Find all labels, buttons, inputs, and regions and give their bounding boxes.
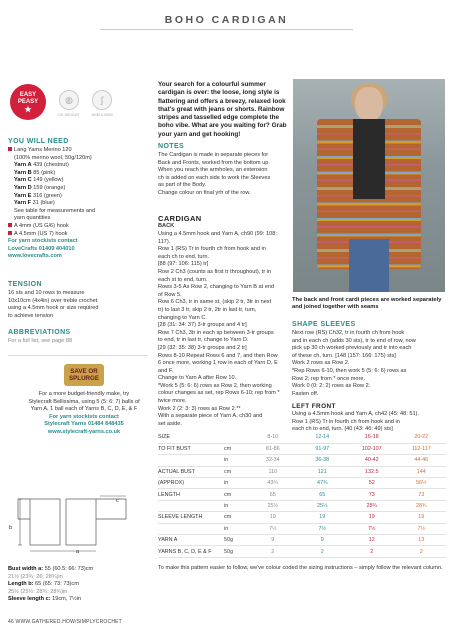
row-unit: cm (224, 466, 248, 477)
yarn-item-f: Yarn F 31 (blue) (14, 200, 55, 207)
yarn-line: Lang Yarns Merino 120 (8, 147, 148, 155)
size-cell: 91-97 (298, 443, 348, 454)
right-sleeve-outline (96, 499, 126, 519)
page-footer: 46 WWW.GATHERED.HOW/SIMPLYCROCHET (8, 619, 122, 625)
row-label: SLEEVE LENGTH (158, 512, 224, 523)
row-unit: cm (224, 489, 248, 500)
size-table (158, 432, 446, 558)
measurements-list: Bust width a: 55 (60.5: 66: 73)cm 21½ (23¾: 26: 28¾)in Length b: 65 (65: 73: 73)cm 25½ (25½: 28¾: 28¾)in Sleeve length c: 19cm, 7½in (8, 566, 94, 603)
size-cell: 7½ (248, 523, 298, 534)
row-unit: in (224, 478, 248, 489)
size-cell: 12 (347, 535, 397, 546)
size-cell: 8-10 (248, 432, 298, 443)
abbreviations-text: For a full list, see page 88 (8, 338, 73, 344)
table-row (158, 443, 446, 454)
model-jeans (349, 239, 389, 292)
yarn-detail: (100% merino wool, 50g/120m) (14, 154, 92, 161)
table-row (158, 478, 446, 489)
table-row (158, 512, 446, 523)
yarn-item-e: Yarn E 316 (green) (14, 192, 62, 199)
table-row (158, 546, 446, 557)
size-cell: 112-117 (397, 443, 447, 454)
size-cell: 7½ (347, 523, 397, 534)
size-cell: 132.5 (347, 466, 397, 477)
size-cell: 13 (397, 535, 447, 546)
save-splurge-text: For a more budget-friendly make, try Stylecraft Bellissima, using 5 (5: 6: 7) balls of Yarn A, 1 ball each of Yarns B, C, D, E, & F For yarn stockists contact Stylecraft Yarns 01484 848435 www.stylecraft-yarns.co.uk (8, 391, 160, 437)
row-label: (APPROX) (158, 478, 224, 489)
size-cell: 16-18 (347, 432, 397, 443)
row-label: SIZE (158, 432, 224, 443)
size-cell: 2 (347, 546, 397, 557)
yarn-item-b: Yarn B 85 (pink) (14, 169, 56, 176)
size-cell: 52 (347, 478, 397, 489)
row-label (158, 455, 224, 466)
table-row (158, 489, 446, 500)
size-cell: 36-38 (298, 455, 348, 466)
table-row (158, 432, 446, 443)
table-row (158, 523, 446, 534)
title-underline (100, 29, 353, 30)
hook-icon: ʃ (92, 90, 112, 110)
row-unit: in (224, 455, 248, 466)
stockist-link[interactable]: www.lovecrafts.com (8, 253, 62, 260)
stockist-line-1: For yarn stockists contact (8, 238, 78, 245)
notes-heading: NOTES (158, 143, 185, 150)
row-unit: cm (224, 443, 248, 454)
row-label: ACTUAL BUST (158, 466, 224, 477)
size-cell: 12-14 (298, 432, 348, 443)
tension-text: 16 sts and 10 rows to measure 10x10cm (4x4in) over treble crochet using a 4.5mm hook or size required to achieve tension (8, 290, 99, 319)
size-cell: 20-22 (397, 432, 447, 443)
size-cell: 28¾ (397, 500, 447, 511)
size-cell: 40-42 (347, 455, 397, 466)
row-label: TO FIT BUST (158, 443, 224, 454)
table-row (158, 466, 446, 477)
size-cell: 65 (298, 489, 348, 500)
size-cell: 9 (248, 535, 298, 546)
yarn-item-c: Yarn C 149 (yellow) (14, 177, 64, 184)
table-note: See table for measurements and (14, 207, 96, 214)
row-unit: in (224, 500, 248, 511)
cardigan-instructions: Using a 4.5mm hook and Yarn A, ch90 (99: 108: 117). Row 1 (RS) Tr in fourth ch from hook and in each ch to end, turn. [88 (97: 106: 115) tr] Row 2 Ch3 (counts as first tr throughout), tr in each st to end, turn. Rows 3-5 As Row 2, changing to Yarn B at end of Row 5. Row 6 Ch3, tr in same st, (skip 2 tr, 3tr in next tr) to last 3 tr, skip 2 tr, 2tr in last tr, turn, changing to Yarn C. [28 (31: 34: 37) 3-tr groups and 4 tr] Row 7 Ch3, 3tr in each sp between 3-tr groups to end, tr in last tr, change to Yarn D. [29 (32: 35: 38) 3-tr groups and 2 tr] Rows 8-10 Repeat Rows 6 and 7, and then Row 6 once more, working 1 row in each of Yarn D, E and F. Change to Yarn A after Row 10. *Work 5 (5: 6: 6) rows as Row 2, then working colour changes as set, rep Rows 6-10; rep from * twice more. Work 2 (2: 3: 3) rows as Row 2.** With a separate piece of Yarn A, ch30 and set aside. (158, 231, 280, 427)
badge-easy-text: EASY (19, 92, 37, 98)
shape-sleeves-heading: SHAPE SLEEVES (292, 321, 356, 328)
row-unit: cm (224, 512, 248, 523)
size-cell: 7½ (298, 523, 348, 534)
intro-text: Your search for a colourful summer cardigan is over: the loose, long style is flattering and offers a breezy, relaxed look that's great with jeans or shorts. Rainbow stripes and tasselled edge complete the boho vibe. What are you waiting for? Grab your yarn and get hooking! (158, 81, 287, 138)
table-row (158, 455, 446, 466)
shape-sleeves-instructions: Next row (RS) Ch32, tr in fourth ch from hook and in each ch (adds 30 sts), tr to end of row, now pick up 30 ch worked previously and tr into each of these ch, turn. [148 (157: 166: 175) sts] Work 2 rows as Row 2. *Rep Rows 6-10, then work 5 (5: 6: 6) rows as Row 2; rep from * once more. Work 0 (0: 2: 2) rows as Row 2. Fasten off. (292, 330, 416, 397)
size-cell: 43¼ (248, 478, 298, 489)
bullet-square-icon (8, 231, 12, 235)
cardigan-heading: CARDIGAN (158, 214, 202, 223)
size-cell: 73 (397, 489, 447, 500)
row-unit: in (224, 523, 248, 534)
size-cell: 110 (248, 466, 298, 477)
size-cell: 73 (347, 489, 397, 500)
table-row (158, 535, 446, 546)
stockist-line-2: LoveCrafts 01409 404010 (8, 245, 75, 252)
size-cell: 2 (397, 546, 447, 557)
badge-peasy-text: PEASY (17, 99, 39, 105)
stylecraft-link[interactable]: www.stylecraft-yarns.co.uk (47, 428, 121, 435)
page-title: BOHO CARDIGAN (164, 14, 289, 26)
size-cell: 102-107 (347, 443, 397, 454)
size-cell: 19 (298, 512, 348, 523)
hook-item-1: A 4mm (US G/6) hook (8, 223, 148, 231)
bullet-square-icon (8, 223, 12, 227)
row-unit (224, 432, 248, 443)
tension-heading: TENSION (8, 281, 42, 288)
diagram-label-c: c (116, 498, 119, 504)
size-cell: 121 (298, 466, 348, 477)
star-icon: ★ (24, 105, 32, 114)
size-cell: 25½ (298, 500, 348, 511)
table-note-2: yarn quantities (14, 215, 51, 222)
row-label (158, 523, 224, 534)
row-label: LENGTH (158, 489, 224, 500)
model-face (355, 87, 383, 121)
cardigan-photo (293, 79, 445, 292)
size-cell: 9 (298, 535, 348, 546)
yarn-item-d: Yarn D 159 (orange) (14, 184, 66, 191)
yarn-weight-label: DK WEIGHT (58, 113, 80, 117)
size-cell: 44-46 (397, 455, 447, 466)
row-label (158, 500, 224, 511)
row-label: YARN A (158, 535, 224, 546)
size-cell: 32-34 (248, 455, 298, 466)
you-will-need-list (8, 147, 148, 261)
you-will-need-heading: YOU WILL NEED (8, 138, 69, 145)
size-cell: 65 (248, 489, 298, 500)
size-cell: 81-86 (248, 443, 298, 454)
size-cell: 56½ (397, 478, 447, 489)
size-cell: 19 (347, 512, 397, 523)
yarn-weight-icon: ◍ (59, 90, 79, 110)
diagram-label-b: b (9, 525, 13, 531)
abbreviations-heading: ABBREVIATIONS (8, 329, 71, 336)
save-or-splurge-badge: SAVE OR SPLURGE (64, 364, 104, 386)
left-front-heading: LEFT FRONT (292, 403, 336, 410)
size-table-note: To make this pattern easier to follow, we've colour coded the sizing instructions – simply follow the relevant column. (158, 565, 443, 571)
size-cell: 2 (298, 546, 348, 557)
back-subheading: BACK (158, 223, 175, 229)
photo-caption: The back and front cardi pieces are worked separately and joined together with seams (292, 297, 442, 311)
left-front-panel (30, 499, 60, 545)
table-row (158, 500, 446, 511)
size-cell: 19 (397, 512, 447, 523)
size-cell: 2 (248, 546, 298, 557)
size-cell: 25½ (248, 500, 298, 511)
hook-item-2: A 4.5mm (US 7) hook (8, 231, 148, 239)
row-unit: 50g (224, 546, 248, 557)
row-unit: 50g (224, 535, 248, 546)
bullet-square-icon (8, 147, 12, 151)
size-cell: 28¾ (347, 500, 397, 511)
notes-text: The Cardigan is made in separate pieces for Back and Fronts, worked from the bottom up. When you reach the armholes, an extension ch is added on each side to work the Sleeves as part of the Body. Change colour on final yrh of the row. (158, 152, 271, 196)
section-divider (8, 355, 148, 356)
right-front-panel (66, 499, 96, 545)
size-cell: 7½ (397, 523, 447, 534)
left-front-instructions: Using a 4.5mm hook and Yarn A, ch42 (45: 48: 51). Row 1 (RS) Tr in fourth ch from hook and in each ch to end, turn. [40 (43: 46: 49) sts] (292, 411, 419, 433)
model-top (353, 119, 385, 199)
diagram-label-a: a (76, 549, 80, 555)
yarn-item-a: Yarn A 439 (chestnut) (14, 162, 69, 169)
size-cell: 47¾ (298, 478, 348, 489)
size-cell: 19 (248, 512, 298, 523)
hook-size-label: 4MM 4.5MM (91, 113, 113, 117)
size-cell: 144 (397, 466, 447, 477)
easy-peasy-badge (10, 84, 46, 120)
row-label: YARNS B, C, D, E & F (158, 546, 224, 557)
